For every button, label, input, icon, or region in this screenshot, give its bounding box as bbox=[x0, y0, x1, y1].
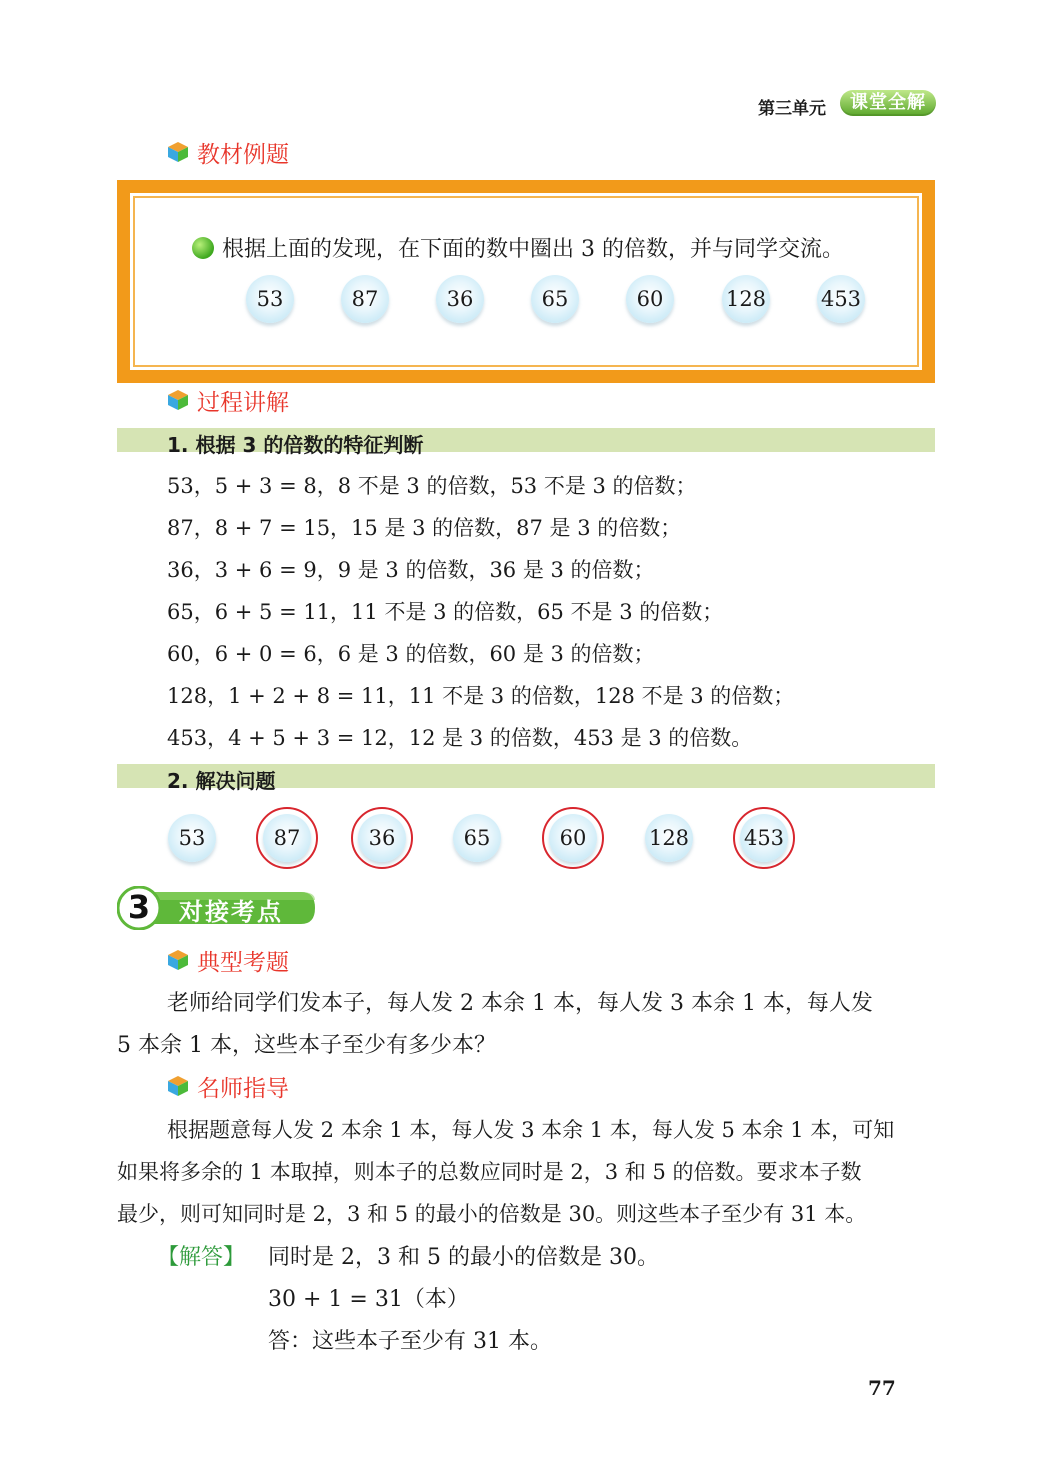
page-number: 77 bbox=[868, 1376, 896, 1400]
example-question bbox=[192, 232, 844, 263]
step2-title: 2. 解决问题 bbox=[167, 769, 276, 793]
heading-text: 名师指导 bbox=[197, 1075, 289, 1102]
step-line: 60，6 + 0 = 6，6 是 3 的倍数，60 是 3 的倍数； bbox=[167, 642, 655, 666]
number-bubble: 128 bbox=[722, 275, 770, 323]
typical-heading bbox=[167, 944, 289, 976]
section-title: 对接考点 bbox=[179, 897, 283, 926]
step1-title: 1. 根据 3 的倍数的特征判断 bbox=[167, 433, 424, 457]
number-bubble: 60 bbox=[626, 275, 674, 323]
step-line: 36，3 + 6 = 9，9 是 3 的倍数，36 是 3 的倍数； bbox=[167, 558, 655, 582]
answer-bubble-circled: 453 bbox=[740, 814, 788, 862]
answer-bubble-circled: 87 bbox=[263, 814, 311, 862]
heading-text: 教材例题 bbox=[197, 141, 289, 168]
step-line: 65，6 + 5 = 11，11 不是 3 的倍数，65 不是 3 的倍数； bbox=[167, 600, 724, 624]
cube-icon bbox=[167, 389, 189, 411]
answer-bubble-circled: 36 bbox=[358, 814, 406, 862]
bullet-icon bbox=[192, 237, 214, 259]
step-line: 87，8 + 7 = 15，15 是 3 的倍数，87 是 3 的倍数； bbox=[167, 516, 682, 540]
answer-line: 同时是 2，3 和 5 的最小的倍数是 30。 bbox=[268, 1245, 659, 1270]
answer-bubble: 65 bbox=[453, 814, 501, 862]
guide-heading bbox=[167, 1070, 289, 1102]
unit-label: 第三单元 bbox=[758, 99, 826, 119]
section-badge: 课堂全解 bbox=[840, 90, 936, 116]
step-line: 128，1 + 2 + 8 = 11，11 不是 3 的倍数，128 不是 3 的倍数； bbox=[167, 684, 795, 708]
number-bubble: 453 bbox=[817, 275, 865, 323]
textbook-example-heading bbox=[167, 136, 289, 168]
answer-label: 【解答】 bbox=[157, 1245, 246, 1270]
heading-text: 过程讲解 bbox=[197, 389, 289, 416]
guide-line: 最少，则可知同时是 2，3 和 5 的最小的倍数是 30。则这些本子至少有 31 本。 bbox=[117, 1202, 867, 1226]
number-bubble: 65 bbox=[531, 275, 579, 323]
answer-line: 30 + 1 = 31（本） bbox=[268, 1287, 469, 1312]
heading-text: 典型考题 bbox=[197, 949, 289, 976]
guide-line: 如果将多余的 1 本取掉，则本子的总数应同时是 2，3 和 5 的倍数。要求本子数 bbox=[117, 1160, 862, 1184]
number-bubble: 87 bbox=[341, 275, 389, 323]
example-frame bbox=[117, 180, 935, 383]
guide-line: 根据题意每人发 2 本余 1 本，每人发 3 本余 1 本，每人发 5 本余 1 本，可知 bbox=[167, 1118, 895, 1142]
answer-bubble-circled: 60 bbox=[549, 814, 597, 862]
problem-line: 老师给同学们发本子，每人发 2 本余 1 本，每人发 3 本余 1 本，每人发 bbox=[167, 991, 873, 1016]
process-heading bbox=[167, 384, 289, 416]
step1-bar bbox=[117, 428, 935, 457]
problem-line: 5 本余 1 本，这些本子至少有多少本？ bbox=[117, 1033, 496, 1058]
step2-bar bbox=[117, 764, 935, 793]
cube-icon bbox=[167, 141, 189, 163]
section3-tag bbox=[117, 886, 317, 930]
step-line: 53，5 + 3 = 8，8 不是 3 的倍数，53 不是 3 的倍数； bbox=[167, 474, 697, 498]
answer-bubble: 128 bbox=[645, 814, 693, 862]
cube-icon bbox=[167, 1075, 189, 1097]
question-text: 根据上面的发现，在下面的数中圈出 3 的倍数，并与同学交流。 bbox=[222, 237, 844, 262]
number-bubble: 36 bbox=[436, 275, 484, 323]
answer-bubble: 53 bbox=[168, 814, 216, 862]
answer-line: 答：这些本子至少有 31 本。 bbox=[268, 1329, 552, 1354]
number-bubble: 53 bbox=[246, 275, 294, 323]
cube-icon bbox=[167, 949, 189, 971]
section-number: 3 bbox=[127, 888, 151, 926]
step-line: 453，4 + 5 + 3 = 12，12 是 3 的倍数，453 是 3 的倍数。 bbox=[167, 726, 753, 750]
